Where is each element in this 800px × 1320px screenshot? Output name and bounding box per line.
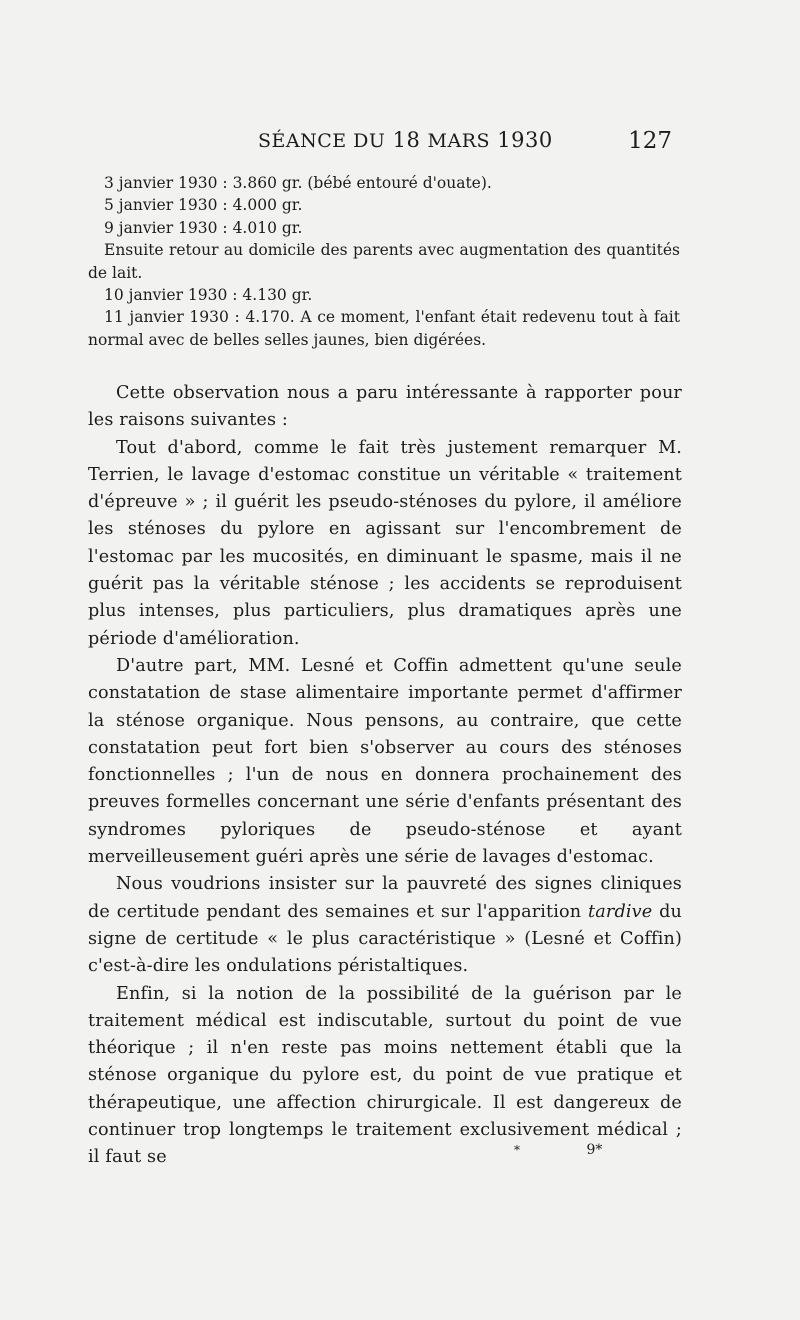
paragraph: Cette observation nous a paru intéressante à rapporter pour les raisons suivantes : [88, 383, 682, 431]
small-paragraph: Ensuite retour au domicile des parents avec augmentation des quantités de lait. [88, 241, 680, 282]
main-text [88, 380, 682, 1172]
weight-log-entry: 9 janvier 1930 : 4.010 gr. [104, 218, 303, 237]
paragraph: D'autre part, MM. Lesné et Coffin admettent qu'une seule constatation de stase alimentaire importante permet d'affirmer la sténose organique. Nous pensons, au contraire, que cette constatation peut fort bien s'observer au cours des sténoses fonctionnelles ; l'un de nous en donnera prochainement des preuves formelles concernant une série d'enfants présentant des syndromes pyloriques de pseudo-sténose et ayant merveilleusement guéri après une série de lavages d'estomac. [88, 655, 682, 868]
small-paragraph: 11 janvier 1930 : 4.170. A ce moment, l'enfant était redevenu tout à fait normal avec de belles selles jaunes, bien digérées. [88, 308, 680, 349]
running-title-day: 18 [392, 128, 421, 152]
running-title [258, 128, 553, 152]
paragraph: Enfin, si la notion de la possibilité de la guérison par le traitement médical est indiscutable, surtout du point de vue théorique ; il n'en reste pas moins nettement établi que la sténose organique du pylore est, du point de vue pratique et thérapeutique, une affection chirurgicale. Il est dangereux de continuer trop longtemps le traitement exclusivement médical ; il faut se [88, 983, 682, 1168]
paragraph-text: du signe de certitude « le plus caractéristique » (Lesné et Coffin) c'est-à-dire les ondulations péristaltiques. [88, 901, 682, 977]
signature-number: 9* [586, 1142, 603, 1158]
weight-log-entry: 3 janvier 1930 : 3.860 gr. (bébé entouré d'ouate). [104, 174, 492, 192]
emphasis-text: tardive [588, 901, 653, 922]
page-header [0, 128, 800, 158]
page-number: 127 [628, 128, 672, 154]
weight-log-block [88, 172, 680, 351]
running-title-month: MARS [427, 130, 491, 152]
weight-log-entry: 5 janvier 1930 : 4.000 gr. [104, 196, 303, 215]
paragraph [88, 871, 682, 980]
weight-log-entry: 10 janvier 1930 : 4.130 gr. [104, 286, 313, 305]
signature-mark [514, 1142, 602, 1158]
paragraph-text: Nous voudrions insister sur la pauvreté des signes cliniques de certitude pendant des semaines et sur l'apparition [88, 874, 682, 922]
running-title-year: 1930 [497, 128, 553, 152]
running-title-prefix: SÉANCE DU [258, 130, 386, 152]
signature-star: * [514, 1143, 520, 1157]
paragraph: Tout d'abord, comme le fait très justement remarquer M. Terrien, le lavage d'estomac constitue un véritable « traitement d'épreuve » ; il guérit les pseudo-sténoses du pylore, il améliore les sténoses du pylore en agissant sur l'encombrement de l'estomac par les mucosités, en diminuant le spasme, mais il ne guérit pas la véritable sténose ; les accidents se reproduisent plus intenses, plus particuliers, plus dramatiques après une période d'amélioration. [88, 437, 682, 649]
